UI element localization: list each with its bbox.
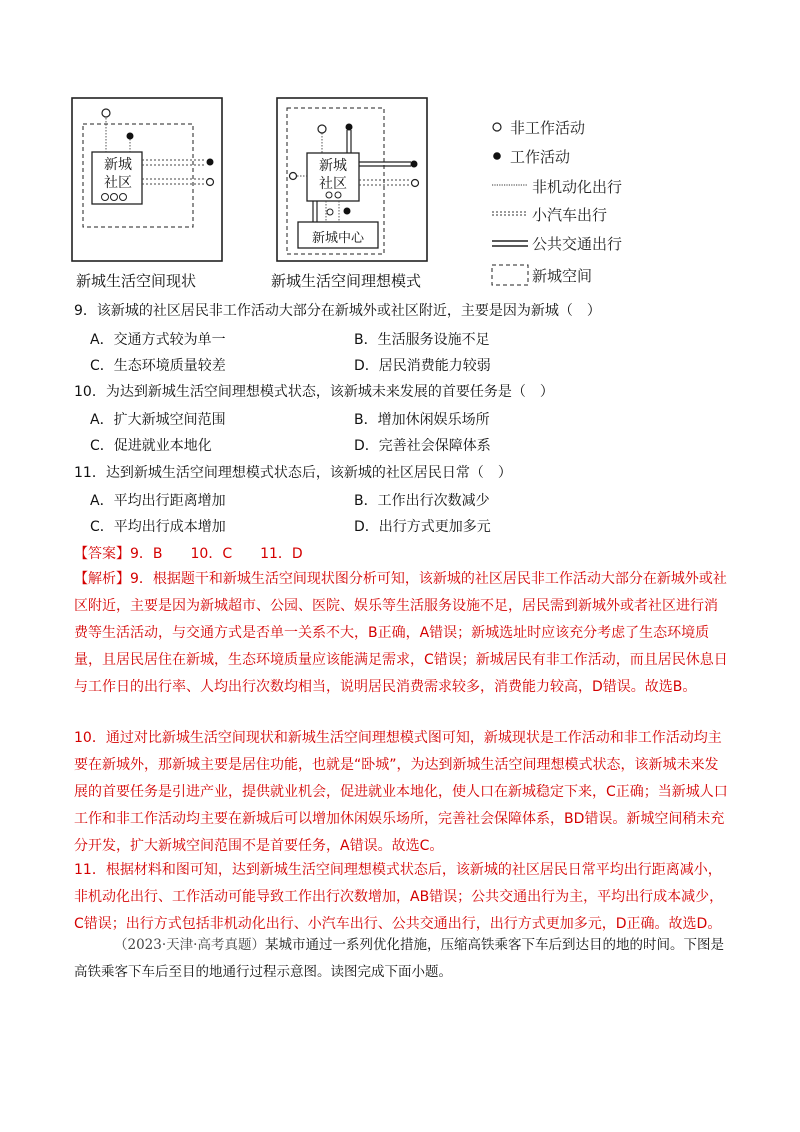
- legend-nonmotor: 非机动化出行: [532, 178, 623, 196]
- q11-option-d: D．出行方式更加多元: [354, 519, 491, 535]
- right-box-line1: 新城: [319, 158, 347, 174]
- answer-line: 【答案】9．B 10．C 11．D: [74, 546, 303, 562]
- q10-option-b: B．增加休闲娱乐场所: [354, 412, 490, 428]
- q9-option-c: C．生态环境质量较差: [90, 358, 226, 374]
- left-box-line1: 新城: [104, 157, 132, 173]
- analysis-11-text: 11．根据材料和图可知，达到新城生活空间理想模式状态后，该新城的社区居民日常平均出行距离减小，非机动化出行、工作活动可能导致工作出行次数增加，AB错误；公共交通出行为主，平均出行成本减少，C错误；出行方式包括非机动化出行、小汽车出行、公共交通出行，出行方式更加多元，D正确。故选D。: [74, 862, 724, 932]
- question-9-stem: 9．该新城的社区居民非工作活动大部分在新城外或社区附近，主要是因为新城（ ）: [74, 303, 601, 319]
- center-label: 新城中心: [311, 231, 364, 246]
- next-item-text: 某城市通过一系列优化措施，压缩高铁乘客下车后到达目的地的时间。下图是高铁乘客下车后至目的地通行过程示意图。读图完成下面小题。: [74, 937, 724, 980]
- left-box-label: [95, 156, 141, 192]
- analysis-10: [74, 725, 728, 860]
- q11-option-b: B．工作出行次数减少: [354, 493, 490, 509]
- left-caption: 新城生活空间现状: [76, 272, 197, 290]
- left-box-line2: 社区: [104, 175, 132, 191]
- non-work-activity-icon: [493, 123, 501, 131]
- travel-pattern-figure: [0, 0, 800, 300]
- q10-option-a: A．扩大新城空间范围: [90, 412, 226, 428]
- legend-space: 新城空间: [532, 267, 593, 285]
- q10-option-c: C．促进就业本地化: [90, 438, 212, 454]
- q11-option-c: C．平均出行成本增加: [90, 519, 226, 535]
- right-box-label: [309, 157, 357, 193]
- q9-option-a: A．交通方式较为单一: [90, 332, 226, 348]
- next-item-intro: [74, 932, 734, 986]
- legend-non-work: 非工作活动: [510, 119, 586, 137]
- question-10-stem: 10．为达到新城生活空间理想模式状态，该新城未来发展的首要任务是（ ）: [74, 384, 554, 400]
- legend-work: 工作活动: [510, 148, 571, 166]
- question-11-stem: 11．达到新城生活空间理想模式状态后，该新城的社区居民日常（ ）: [74, 465, 512, 481]
- q9-option-d: D．居民消费能力较弱: [354, 358, 491, 374]
- analysis-11: [74, 857, 728, 938]
- legend-car: 小汽车出行: [532, 206, 608, 224]
- legend-transit: 公共交通出行: [532, 235, 623, 253]
- right-box-line2: 社区: [319, 176, 347, 192]
- new-city-space-icon: [492, 265, 528, 285]
- analysis-9-text: 【解析】9．根据题干和新城生活空间现状图分析可知，该新城的社区居民非工作活动大部分在新城外或社区附近，主要是因为新城超市、公园、医院、娱乐等生活服务设施不足，居民需到新城外或者社区进行消费等生活活动，与交通方式是否单一关系不大，B正确，A错误；新城选址时应该充分考虑了生态环境质量，且居民居住在新城，生态环境质量应该能满足需求，C错误；新城居民有非工作活动，而且居民休息日与工作日的出行率、人均出行次数均相当，说明居民消费需求较多，消费能力较高，D错误。故选B。: [74, 571, 728, 695]
- q9-option-b: B．生活服务设施不足: [354, 332, 490, 348]
- work-activity-icon: [493, 152, 501, 160]
- right-caption: 新城生活空间理想模式: [271, 272, 422, 290]
- analysis-10-text: 10．通过对比新城生活空间现状和新城生活空间理想模式图可知，新城现状是工作活动和非工作活动均主要在新城外，那新城主要是居住功能，也就是“卧城”，为达到新城生活空间理想模式状态，该新城未来发展的首要任务是引进产业，提供就业机会，促进就业本地化，使人口在新城稳定下来，C正确；当新城人口工作和非工作活动均主要在新城后可以增加休闲娱乐场所，完善社会保障体系，BD错误。新城空间稍未充分开发，扩大新城空间范围不是首要任务，A错误。故选C。: [74, 730, 728, 854]
- q11-option-a: A．平均出行距离增加: [90, 493, 226, 509]
- analysis-9: [74, 566, 728, 701]
- next-item-source: （2023·天津·高考真题）: [114, 937, 265, 953]
- q10-option-d: D．完善社会保障体系: [354, 438, 491, 454]
